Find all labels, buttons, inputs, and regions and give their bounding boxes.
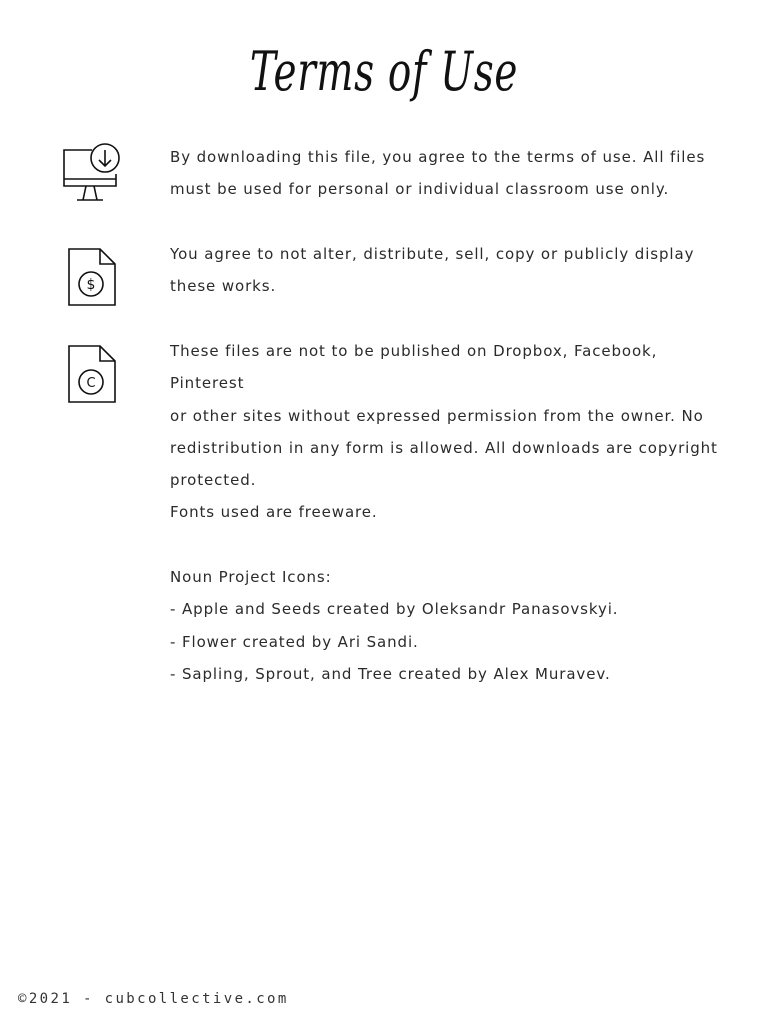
- page-title: Terms of Use: [249, 40, 519, 103]
- money-document-icon: [66, 247, 118, 309]
- fonts-note: [170, 496, 730, 528]
- copyright-footer: ©2021 - cubcollective.com: [18, 991, 289, 1007]
- svg-text:C: C: [86, 376, 96, 391]
- publish-terms: [170, 335, 730, 496]
- svg-text:$: $: [86, 277, 96, 293]
- credit-line: - Apple and Seeds created by Oleksandr Panasovskyi.: [170, 600, 619, 619]
- alter-terms: [170, 238, 730, 303]
- noun-project-credits: [170, 561, 730, 690]
- credit-line: - Sapling, Sprout, and Tree created by Alex Muravev.: [170, 664, 611, 683]
- text-line: By downloading this file, you agree to the terms of use. All files: [170, 148, 706, 166]
- text-line: redistribution in any form is allowed. All downloads are copyright: [170, 438, 718, 457]
- credit-line: - Flower created by Ari Sandi.: [170, 632, 419, 651]
- text-line: must be used for personal or individual classroom use only.: [170, 180, 670, 199]
- credits-heading: Noun Project Icons:: [170, 568, 332, 586]
- text-line: These files are not to be published on Dropbox, Facebook, Pinterest: [170, 342, 658, 393]
- copyright-document-icon: [66, 344, 118, 406]
- text-line: protected.: [170, 471, 257, 490]
- text-line: Fonts used are freeware.: [170, 503, 378, 521]
- download-terms: [170, 141, 730, 206]
- text-line: You agree to not alter, distribute, sell, copy or publicly display: [170, 245, 695, 263]
- text-line: or other sites without expressed permission from the owner. No: [170, 406, 704, 425]
- text-line: these works.: [170, 277, 277, 296]
- computer-download-icon: [60, 142, 124, 204]
